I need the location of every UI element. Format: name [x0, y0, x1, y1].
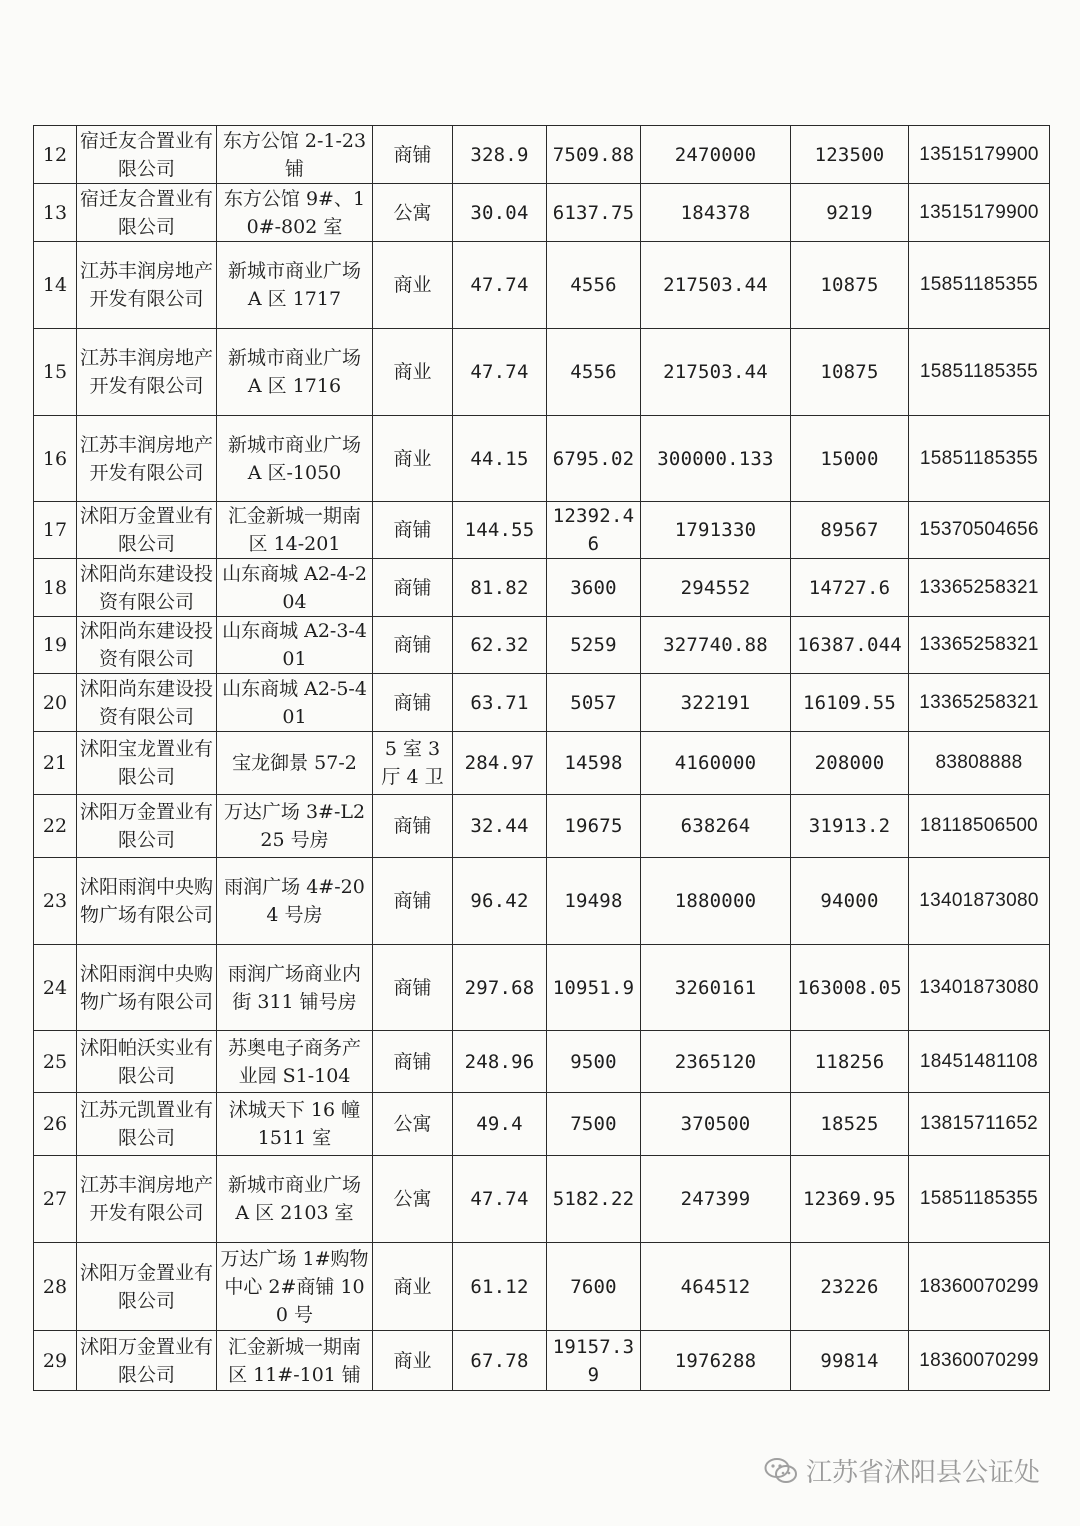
cell-unit-price: 4556 [547, 242, 641, 329]
cell-company: 江苏元凯置业有限公司 [77, 1093, 217, 1156]
cell-usage: 商铺 [373, 126, 453, 184]
cell-unit-price: 5259 [547, 617, 641, 674]
cell-no: 25 [34, 1031, 77, 1093]
cell-area: 49.4 [453, 1093, 547, 1156]
cell-no: 18 [34, 559, 77, 617]
cell-company: 沭阳万金置业有限公司 [77, 1243, 217, 1331]
table-row [34, 1031, 1050, 1093]
cell-area: 248.96 [453, 1031, 547, 1093]
cell-location: 东方公馆 9#、10#-802 室 [217, 184, 373, 242]
cell-phone: 18118506500 [909, 795, 1050, 858]
cell-location: 新城市商业广场 A 区 1717 [217, 242, 373, 329]
cell-location: 山东商城 A2-3-401 [217, 617, 373, 674]
cell-location: 新城市商业广场 A 区 2103 室 [217, 1156, 373, 1243]
cell-usage: 商业 [373, 242, 453, 329]
cell-phone: 13365258321 [909, 617, 1050, 674]
cell-no: 13 [34, 184, 77, 242]
cell-phone: 18451481108 [909, 1031, 1050, 1093]
cell-location: 新城市商业广场 A 区-1050 [217, 416, 373, 502]
cell-company: 江苏丰润房地产开发有限公司 [77, 242, 217, 329]
cell-company: 沭阳万金置业有限公司 [77, 502, 217, 559]
cell-deposit: 23226 [791, 1243, 909, 1331]
cell-usage: 商铺 [373, 945, 453, 1031]
cell-unit-price: 14598 [547, 732, 641, 795]
cell-usage: 商业 [373, 416, 453, 502]
cell-location: 汇金新城一期南区 14-201 [217, 502, 373, 559]
cell-deposit: 118256 [791, 1031, 909, 1093]
cell-area: 47.74 [453, 329, 547, 416]
cell-phone: 13401873080 [909, 945, 1050, 1031]
watermark-text: 江苏省沭阳县公证处 [805, 1458, 1040, 1488]
cell-usage: 公寓 [373, 1093, 453, 1156]
cell-no: 19 [34, 617, 77, 674]
cell-phone: 13815711652 [909, 1093, 1050, 1156]
cell-no: 29 [34, 1331, 77, 1391]
cell-deposit: 16109.55 [791, 674, 909, 732]
cell-area: 47.74 [453, 242, 547, 329]
cell-deposit: 10875 [791, 242, 909, 329]
cell-total-price: 1791330 [641, 502, 791, 559]
table-row [34, 184, 1050, 242]
cell-deposit: 123500 [791, 126, 909, 184]
table-row [34, 559, 1050, 617]
cell-phone: 13401873080 [909, 858, 1050, 945]
table-row [34, 945, 1050, 1031]
cell-unit-price: 10951.9 [547, 945, 641, 1031]
cell-location: 山东商城 A2-4-204 [217, 559, 373, 617]
cell-total-price: 184378 [641, 184, 791, 242]
cell-total-price: 4160000 [641, 732, 791, 795]
cell-no: 21 [34, 732, 77, 795]
cell-location: 新城市商业广场 A 区 1716 [217, 329, 373, 416]
table-row [34, 674, 1050, 732]
cell-deposit: 9219 [791, 184, 909, 242]
cell-usage: 商铺 [373, 502, 453, 559]
cell-deposit: 31913.2 [791, 795, 909, 858]
cell-usage: 商业 [373, 1331, 453, 1391]
cell-usage: 商业 [373, 329, 453, 416]
cell-no: 28 [34, 1243, 77, 1331]
cell-usage: 商铺 [373, 858, 453, 945]
table-row [34, 732, 1050, 795]
cell-phone: 15851185355 [909, 329, 1050, 416]
cell-unit-price: 12392.46 [547, 502, 641, 559]
cell-unit-price: 19675 [547, 795, 641, 858]
cell-total-price: 1880000 [641, 858, 791, 945]
cell-company: 沭阳雨润中央购物广场有限公司 [77, 945, 217, 1031]
cell-area: 67.78 [453, 1331, 547, 1391]
cell-phone: 13365258321 [909, 559, 1050, 617]
cell-unit-price: 5057 [547, 674, 641, 732]
table-row [34, 858, 1050, 945]
cell-unit-price: 7600 [547, 1243, 641, 1331]
cell-phone: 15370504656 [909, 502, 1050, 559]
cell-unit-price: 9500 [547, 1031, 641, 1093]
cell-location: 东方公馆 2-1-23 铺 [217, 126, 373, 184]
cell-company: 沭阳宝龙置业有限公司 [77, 732, 217, 795]
cell-phone: 18360070299 [909, 1243, 1050, 1331]
cell-total-price: 217503.44 [641, 329, 791, 416]
cell-company: 沭阳帕沃实业有限公司 [77, 1031, 217, 1093]
cell-usage: 商铺 [373, 674, 453, 732]
cell-company: 沭阳尚东建设投资有限公司 [77, 617, 217, 674]
cell-unit-price: 7509.88 [547, 126, 641, 184]
cell-area: 144.55 [453, 502, 547, 559]
cell-unit-price: 3600 [547, 559, 641, 617]
cell-unit-price: 4556 [547, 329, 641, 416]
cell-area: 30.04 [453, 184, 547, 242]
cell-area: 62.32 [453, 617, 547, 674]
cell-no: 24 [34, 945, 77, 1031]
cell-no: 15 [34, 329, 77, 416]
cell-phone: 13365258321 [909, 674, 1050, 732]
cell-area: 61.12 [453, 1243, 547, 1331]
cell-company: 沭阳万金置业有限公司 [77, 1331, 217, 1391]
cell-company: 江苏丰润房地产开发有限公司 [77, 416, 217, 502]
cell-deposit: 15000 [791, 416, 909, 502]
cell-area: 284.97 [453, 732, 547, 795]
cell-total-price: 300000.133 [641, 416, 791, 502]
cell-usage: 商铺 [373, 559, 453, 617]
cell-area: 44.15 [453, 416, 547, 502]
property-table [33, 125, 1050, 1391]
cell-area: 96.42 [453, 858, 547, 945]
cell-usage: 商铺 [373, 1031, 453, 1093]
cell-no: 27 [34, 1156, 77, 1243]
cell-deposit: 94000 [791, 858, 909, 945]
cell-company: 江苏丰润房地产开发有限公司 [77, 1156, 217, 1243]
cell-area: 63.71 [453, 674, 547, 732]
cell-deposit: 18525 [791, 1093, 909, 1156]
cell-usage: 公寓 [373, 184, 453, 242]
cell-total-price: 638264 [641, 795, 791, 858]
table-row [34, 242, 1050, 329]
cell-unit-price: 19498 [547, 858, 641, 945]
table-row [34, 1243, 1050, 1331]
cell-deposit: 208000 [791, 732, 909, 795]
table-row [34, 126, 1050, 184]
cell-usage: 商铺 [373, 795, 453, 858]
cell-phone: 15851185355 [909, 1156, 1050, 1243]
cell-company: 沭阳尚东建设投资有限公司 [77, 559, 217, 617]
cell-total-price: 247399 [641, 1156, 791, 1243]
cell-company: 沭阳雨润中央购物广场有限公司 [77, 858, 217, 945]
cell-company: 沭阳万金置业有限公司 [77, 795, 217, 858]
cell-phone: 13515179900 [909, 126, 1050, 184]
cell-no: 22 [34, 795, 77, 858]
table-row [34, 1093, 1050, 1156]
cell-usage: 商铺 [373, 617, 453, 674]
cell-total-price: 1976288 [641, 1331, 791, 1391]
table-row [34, 329, 1050, 416]
cell-area: 81.82 [453, 559, 547, 617]
cell-location: 雨润广场 4#-204 号房 [217, 858, 373, 945]
cell-location: 山东商城 A2-5-401 [217, 674, 373, 732]
cell-deposit: 10875 [791, 329, 909, 416]
cell-company: 宿迁友合置业有限公司 [77, 126, 217, 184]
table-row [34, 617, 1050, 674]
cell-usage: 5 室 3 厅 4 卫 [373, 732, 453, 795]
cell-unit-price: 6137.75 [547, 184, 641, 242]
cell-no: 26 [34, 1093, 77, 1156]
cell-company: 宿迁友合置业有限公司 [77, 184, 217, 242]
cell-total-price: 217503.44 [641, 242, 791, 329]
cell-total-price: 327740.88 [641, 617, 791, 674]
cell-deposit: 89567 [791, 502, 909, 559]
cell-phone: 15851185355 [909, 242, 1050, 329]
cell-no: 16 [34, 416, 77, 502]
cell-total-price: 2470000 [641, 126, 791, 184]
cell-company: 沭阳尚东建设投资有限公司 [77, 674, 217, 732]
wechat-icon [764, 1457, 798, 1485]
cell-phone: 13515179900 [909, 184, 1050, 242]
table-row [34, 416, 1050, 502]
cell-total-price: 464512 [641, 1243, 791, 1331]
cell-location: 万达广场 1#购物中心 2#商铺 100 号 [217, 1243, 373, 1331]
cell-area: 32.44 [453, 795, 547, 858]
cell-unit-price: 6795.02 [547, 416, 641, 502]
cell-total-price: 322191 [641, 674, 791, 732]
cell-deposit: 163008.05 [791, 945, 909, 1031]
cell-total-price: 370500 [641, 1093, 791, 1156]
cell-unit-price: 5182.22 [547, 1156, 641, 1243]
cell-deposit: 16387.044 [791, 617, 909, 674]
cell-no: 23 [34, 858, 77, 945]
cell-deposit: 99814 [791, 1331, 909, 1391]
cell-no: 20 [34, 674, 77, 732]
table-row [34, 795, 1050, 858]
table-body [34, 126, 1050, 1391]
cell-location: 沭城天下 16 幢 1511 室 [217, 1093, 373, 1156]
cell-no: 12 [34, 126, 77, 184]
cell-area: 297.68 [453, 945, 547, 1031]
cell-phone: 18360070299 [909, 1331, 1050, 1391]
cell-area: 47.74 [453, 1156, 547, 1243]
cell-location: 万达广场 3#-L225 号房 [217, 795, 373, 858]
cell-unit-price: 7500 [547, 1093, 641, 1156]
watermark [764, 1452, 1040, 1489]
cell-deposit: 12369.95 [791, 1156, 909, 1243]
cell-location: 汇金新城一期南区 11#-101 铺 [217, 1331, 373, 1391]
cell-location: 雨润广场商业内街 311 铺号房 [217, 945, 373, 1031]
cell-deposit: 14727.6 [791, 559, 909, 617]
cell-usage: 商业 [373, 1243, 453, 1331]
cell-no: 14 [34, 242, 77, 329]
cell-area: 328.9 [453, 126, 547, 184]
cell-total-price: 2365120 [641, 1031, 791, 1093]
cell-phone: 83808888 [909, 732, 1050, 795]
cell-total-price: 3260161 [641, 945, 791, 1031]
cell-no: 17 [34, 502, 77, 559]
cell-total-price: 294552 [641, 559, 791, 617]
table-row [34, 1156, 1050, 1243]
table-row [34, 502, 1050, 559]
cell-company: 江苏丰润房地产开发有限公司 [77, 329, 217, 416]
cell-location: 宝龙御景 57-2 [217, 732, 373, 795]
cell-usage: 公寓 [373, 1156, 453, 1243]
cell-location: 苏奥电子商务产业园 S1-104 [217, 1031, 373, 1093]
cell-unit-price: 19157.39 [547, 1331, 641, 1391]
table-row [34, 1331, 1050, 1391]
cell-phone: 15851185355 [909, 416, 1050, 502]
